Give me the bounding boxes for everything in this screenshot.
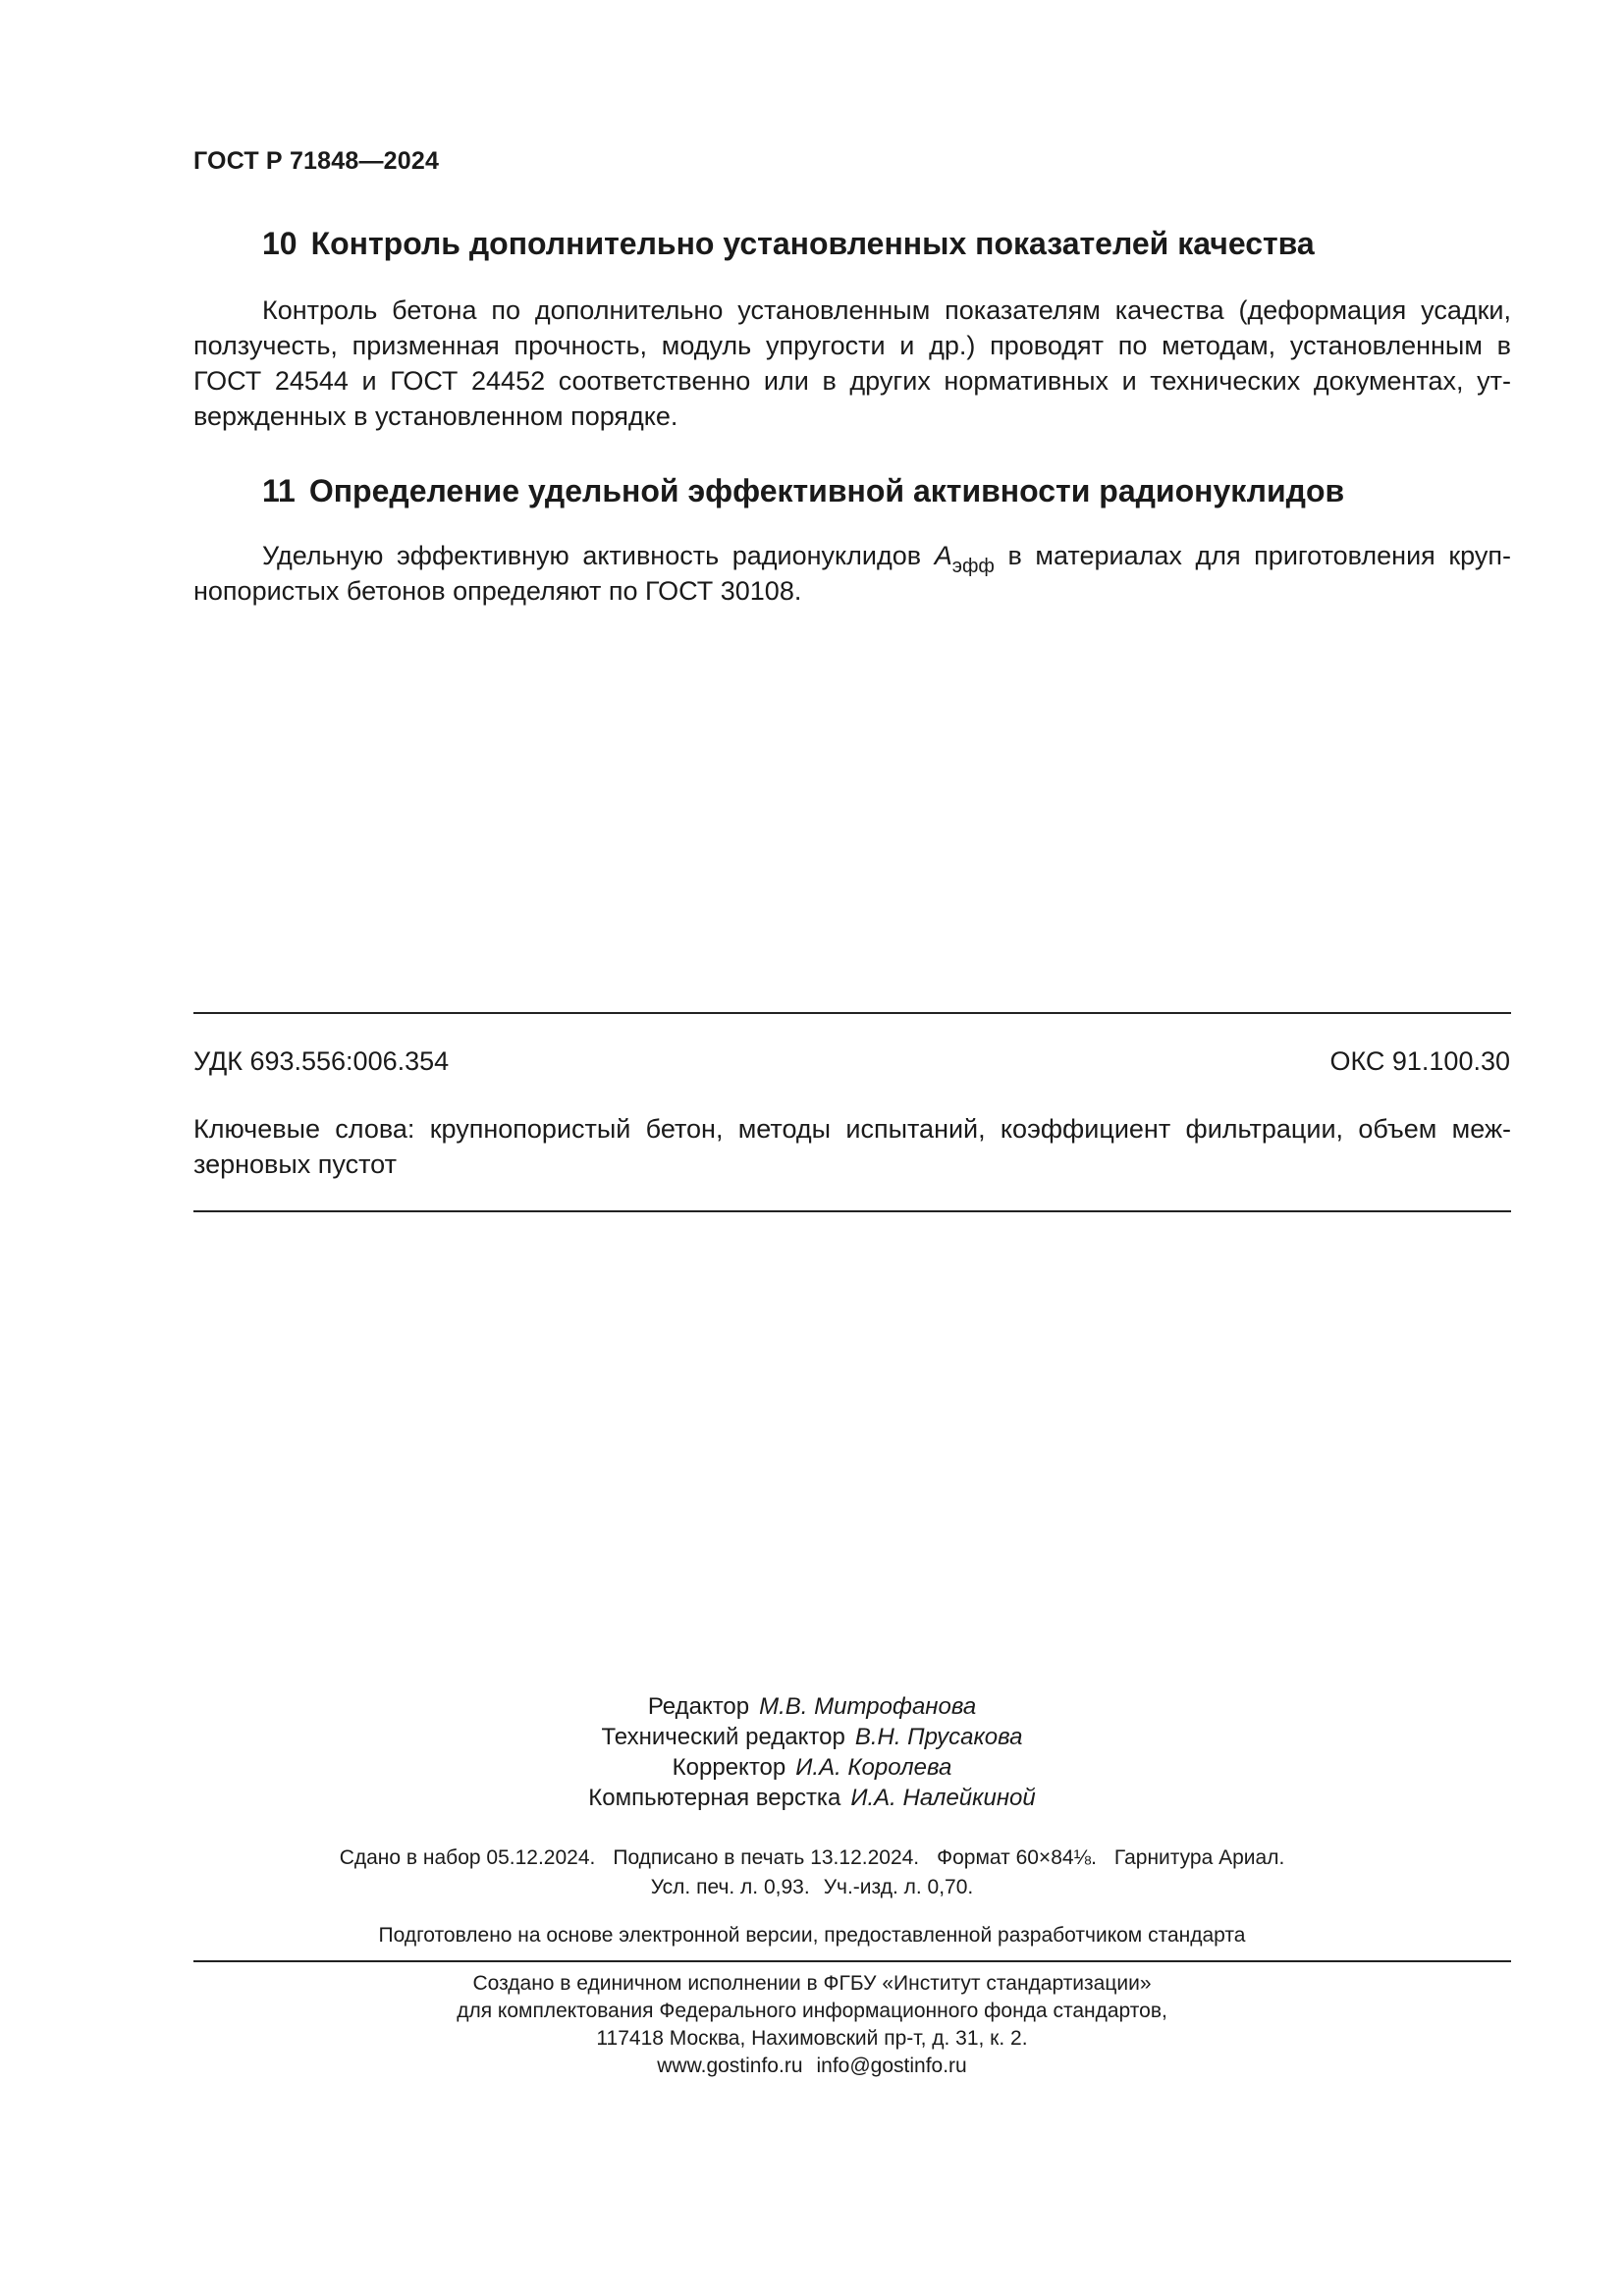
imprint-block	[0, 1843, 1624, 1902]
section-11-paragraph	[193, 538, 1511, 609]
text-run: в материалах для приготовления круп-	[994, 541, 1512, 570]
divider-publisher	[193, 1960, 1511, 1962]
prepared-note: Подготовлено на основе электронной версии, предоставленной разработчиком стандарта	[378, 1924, 1246, 1947]
imprint-line: Сдано в набор 05.12.2024. Подписано в печать 13.12.2024. Формат 60×84⅛. Гарнитура Ариал.	[339, 1846, 1285, 1869]
paragraph-line: вержденных в установленном порядке.	[193, 401, 678, 431]
keywords-line: Ключевые слова: крупнопористый бетон, методы испытаний, коэффициент фильтрации, объем меж-	[193, 1114, 1511, 1144]
divider-bottom	[193, 1210, 1511, 1212]
credit-editor: Редактор М.В. Митрофанова	[647, 1693, 977, 1720]
credits-block	[0, 1691, 1624, 1813]
document-code: ГОСТ Р 71848—2024	[193, 147, 440, 175]
divider-top	[193, 1012, 1511, 1014]
section-10-heading	[262, 226, 1315, 262]
section-10-paragraph	[193, 293, 1511, 434]
section-number: 11	[262, 473, 296, 508]
publisher-line: для комплектования Федерального информационного фонда стандартов,	[457, 2000, 1167, 2022]
paragraph-line	[193, 538, 1512, 577]
symbol-a: A	[934, 541, 952, 570]
paragraph-line: Контроль бетона по дополнительно установленным показателям качества (деформация усадки,	[262, 295, 1511, 325]
site-link[interactable]: www.gostinfo.ru	[657, 2055, 803, 2077]
credit-tech-editor: Технический редактор В.Н. Прусакова	[601, 1724, 1023, 1750]
credit-layout: Компьютерная верстка И.А. Налейкиной	[588, 1785, 1036, 1811]
imprint-line: Усл. печ. л. 0,93. Уч.-изд. л. 0,70.	[650, 1876, 974, 1898]
section-11-heading	[262, 473, 1344, 509]
credit-proofreader: Корректор И.А. Королева	[672, 1754, 952, 1781]
keywords-line: зерновых пустот	[193, 1149, 397, 1179]
text-run: Удельную эффективную активность радионуклидов	[262, 541, 935, 570]
paragraph-line: нопористых бетонов определяют по ГОСТ 30108.	[193, 576, 802, 606]
section-title: Определение удельной эффективной активности радионуклидов	[308, 473, 1345, 508]
symbol-subscript: эфф	[951, 556, 995, 577]
section-title: Контроль дополнительно установленных показателей качества	[310, 226, 1315, 261]
paragraph-line: ГОСТ 24544 и ГОСТ 24452 соответственно или в других нормативных и технических документах, ут-	[193, 366, 1511, 396]
udk-code: УДК 693.556:006.354	[193, 1046, 450, 1076]
publisher-line: Создано в единичном исполнении в ФГБУ «Институт стандартизации»	[472, 1972, 1152, 1995]
paragraph-line: ползучесть, призменная прочность, модуль упругости и др.) проводят по методам, установленным в	[193, 331, 1511, 360]
publisher-line: 117418 Москва, Нахимовский пр-т, д. 31, к. 2.	[596, 2027, 1028, 2050]
email-link[interactable]: info@gostinfo.ru	[816, 2055, 967, 2077]
section-number: 10	[262, 226, 298, 261]
keywords	[193, 1111, 1511, 1182]
oks-code: ОКС 91.100.30	[1329, 1046, 1510, 1076]
publisher-contacts	[0, 2053, 1624, 2080]
publisher-block	[0, 1970, 1624, 2080]
